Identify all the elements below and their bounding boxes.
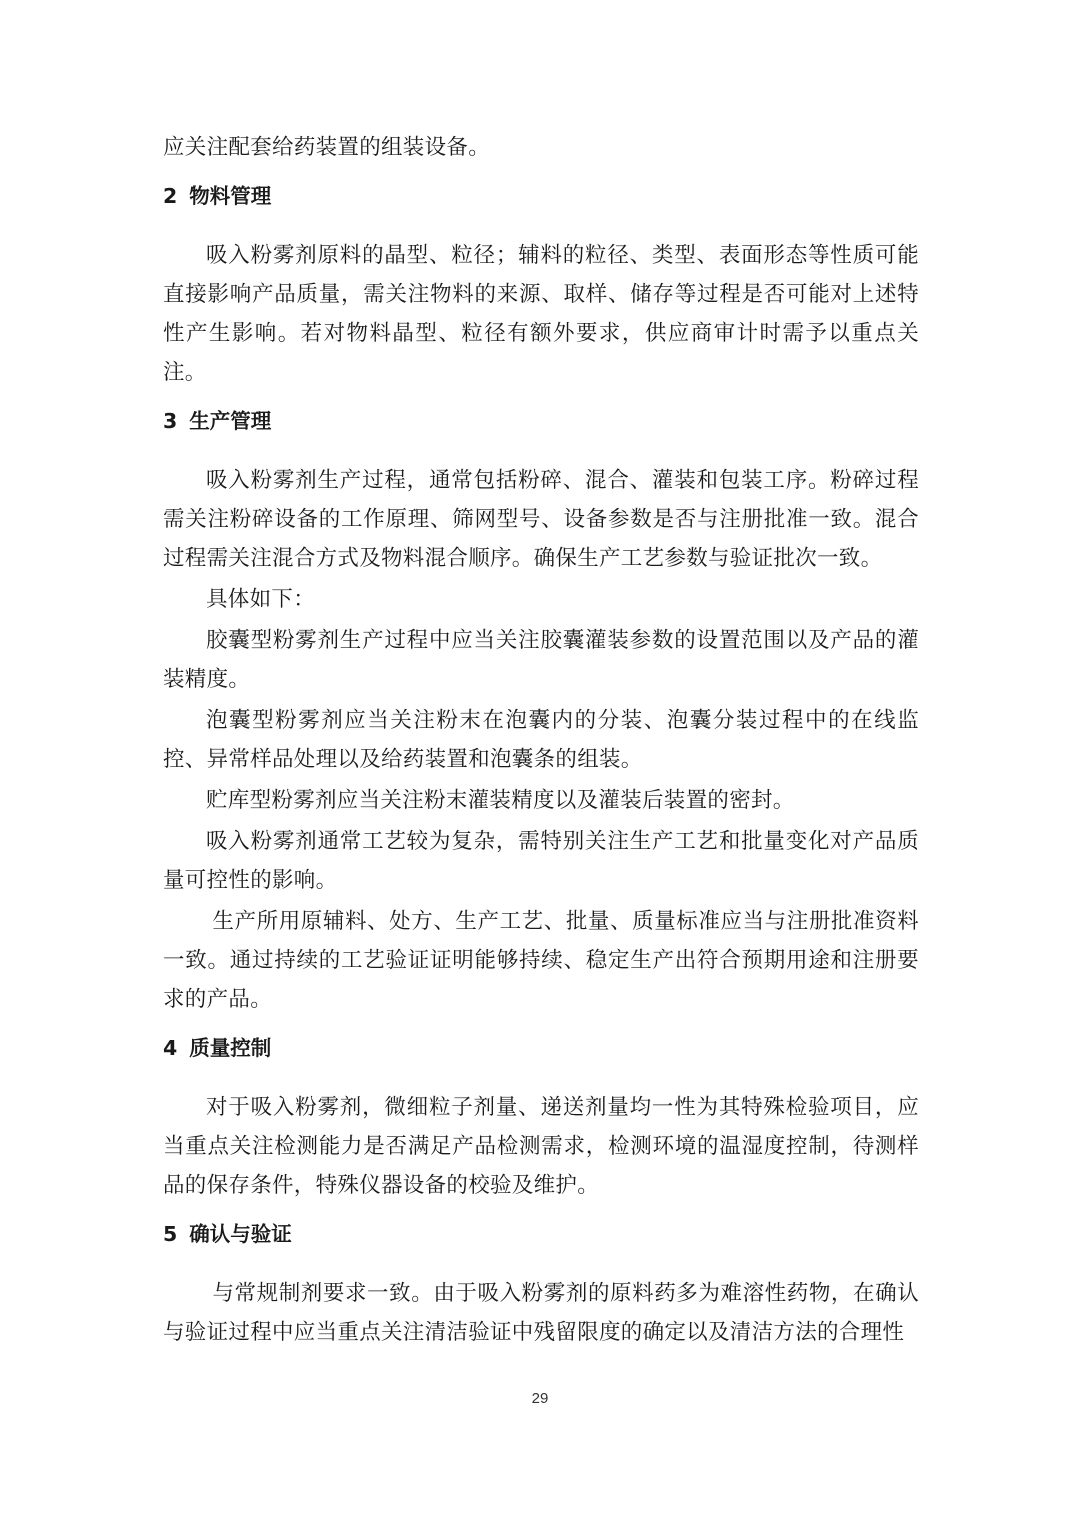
paragraph: 吸入粉雾剂通常工艺较为复杂，需特别关注生产工艺和批量变化对产品质量可控性的影响。 (163, 829, 919, 893)
section-3-heading (163, 402, 919, 441)
paragraph: 对于吸入粉雾剂，微细粒子剂量、递送剂量均一性为其特殊检验项目，应当重点关注检测能力是否满足产品检测需求，检测环境的温湿度控制，待测样品的保存条件，特殊仪器设备的校验及维护。 (163, 1095, 919, 1198)
paragraph: 具体如下： (206, 587, 316, 612)
section-title: 确认与验证 (189, 1222, 292, 1246)
page-number: 29 (531, 1390, 549, 1407)
section-2-heading (163, 177, 919, 216)
paragraph: 与常规制剂要求一致。由于吸入粉雾剂的原料药多为难溶性药物，在确认与验证过程中应当重点关注清洁验证中残留限度的确定以及清洁方法的合理性 (163, 1281, 919, 1345)
section-4-heading (163, 1029, 919, 1068)
paragraph: 吸入粉雾剂生产过程，通常包括粉碎、混合、灌装和包装工序。粉碎过程需关注粉碎设备的工作原理、筛网型号、设备参数是否与注册批准一致。混合过程需关注混合方式及物料混合顺序。确保生产工艺参数与验证批次一致。 (163, 468, 919, 571)
paragraph: 吸入粉雾剂原料的晶型、粒径；辅料的粒径、类型、表面形态等性质可能直接影响产品质量，需关注物料的来源、取样、储存等过程是否可能对上述特性产生影响。若对物料晶型、粒径有额外要求，供应商审计时需予以重点关注。 (163, 243, 919, 385)
paragraph: 泡囊型粉雾剂应当关注粉末在泡囊内的分装、泡囊分装过程中的在线监控、异常样品处理以及给药装置和泡囊条的组装。 (163, 708, 919, 772)
section-5-heading (163, 1215, 919, 1254)
section-title: 生产管理 (189, 409, 272, 433)
paragraph: 生产所用原辅料、处方、生产工艺、批量、质量标准应当与注册批准资料一致。通过持续的工艺验证证明能够持续、稳定生产出符合预期用途和注册要求的产品。 (163, 909, 919, 1012)
section-number: 2 (163, 184, 178, 208)
paragraph: 贮库型粉雾剂应当关注粉末灌装精度以及灌装后装置的密封。 (206, 788, 795, 813)
document-body (163, 128, 919, 1362)
section-title: 物料管理 (189, 184, 272, 208)
section-number: 4 (163, 1036, 178, 1060)
section-title: 质量控制 (189, 1036, 272, 1060)
section-number: 5 (163, 1222, 178, 1246)
section-number: 3 (163, 409, 178, 433)
paragraph: 胶囊型粉雾剂生产过程中应当关注胶囊灌装参数的设置范围以及产品的灌装精度。 (163, 628, 919, 692)
intro-line: 应关注配套给药装置的组装设备。 (163, 135, 491, 160)
